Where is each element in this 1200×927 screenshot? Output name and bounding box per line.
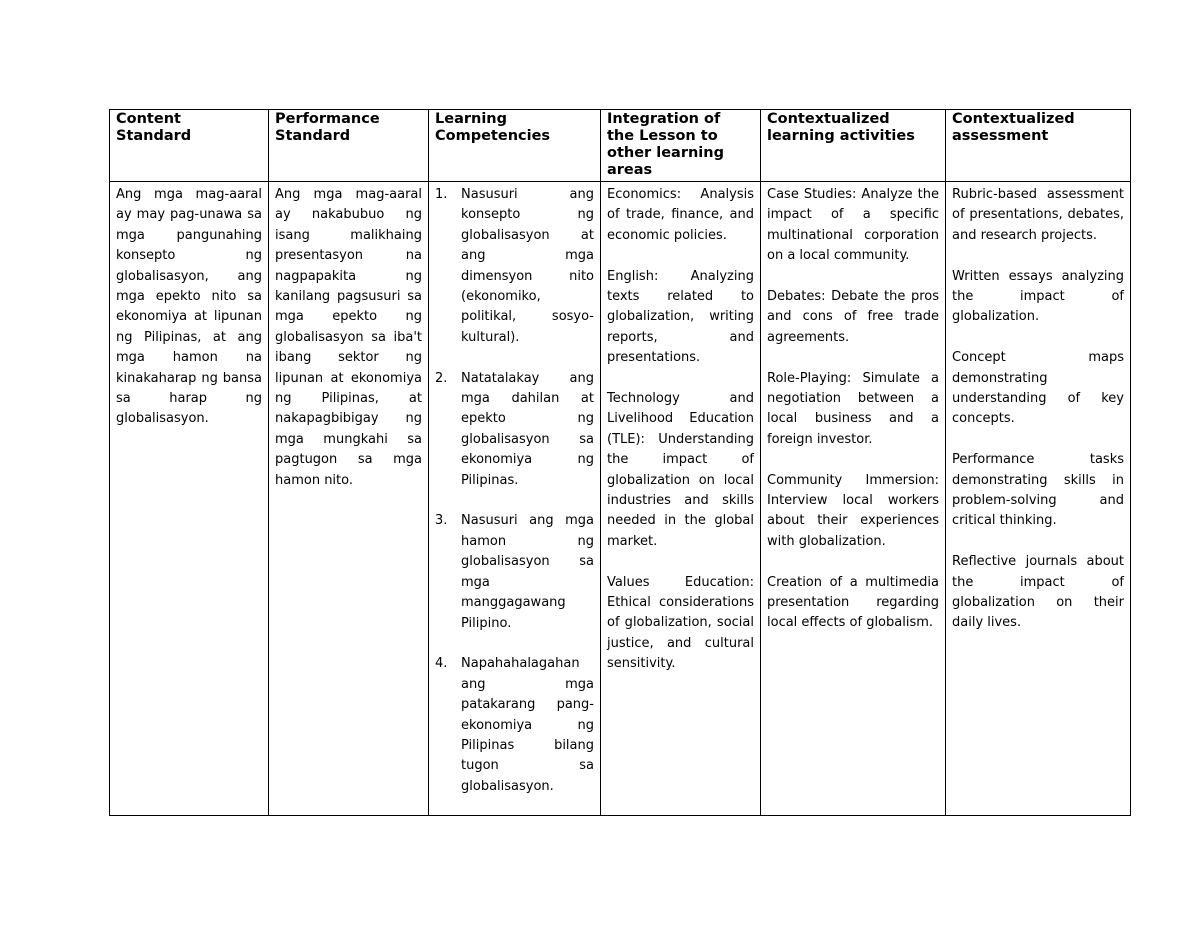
list-item: 1. Nasusuri ang konsepto ng globalisasyon at ang mga dimensyon nito (ekonomiko, politikal, sosyo-kultural). (435, 187, 594, 345)
integration-cell (601, 182, 761, 816)
list-item: 3. Nasusuri ang mga hamon ng globalisasyon sa mga manggagawang Pilipino. (435, 513, 594, 631)
competency-list (435, 185, 594, 797)
activity-debates: Debates: Debate the pros and cons of free trade agreements. (767, 289, 939, 345)
header-learning-competencies: Learning Competencies (429, 110, 601, 182)
assessment-concept-maps: Concept maps demonstrating understanding of key concepts. (952, 350, 1124, 427)
activity-case-studies: Case Studies: Analyze the impact of a specific multinational corporation on a local community. (767, 187, 939, 264)
integration-economics: Economics: Analysis of trade, finance, and economic policies. (607, 187, 754, 243)
integration-values: Values Education: Ethical considerations of globalization, social justice, and cultural sensitivity. (607, 574, 754, 672)
list-item: 2. Natatalakay ang mga dahilan at epekto ng globalisasyon sa ekonomiya ng Pilipinas. (435, 370, 594, 488)
performance-standard-text: Ang mga mag-aaral ay nakabubuo ng isang malikhaing presentasyon na nagpapakita ng kanilang pagsusuri sa mga epekto ng globalisasyon sa iba't ibang sektor ng lipunan at ekonomiya ng Pilipinas, at nakapagbibigay ng mga mungkahi sa pagtugon sa mga hamon nito. (275, 187, 422, 488)
header-integration: Integration of the Lesson to other learning areas (601, 110, 761, 182)
activity-community-immersion: Community Immersion: Interview local workers about their experiences with globalization. (767, 472, 939, 549)
header-assessment: Contextualized assessment (946, 110, 1131, 182)
activity-role-playing: Role-Playing: Simulate a negotiation between a local business and a foreign investor. (767, 370, 939, 447)
assessment-cell (946, 182, 1131, 816)
activity-multimedia: Creation of a multimedia presentation regarding local effects of globalism. (767, 574, 939, 631)
learning-activities-cell (761, 182, 946, 816)
content-standard-text: Ang mga mag-aaral ay may pag-unawa sa mga pangunahing konsepto ng globalisasyon, ang mga epekto nito sa ekonomiya at lipunan ng Pilipinas, at ang mga hamon na kinakaharap ng bansa sa harap ng globalisasyon. (116, 187, 262, 427)
assessment-essays: Written essays analyzing the impact of globalization. (952, 268, 1124, 325)
performance-standard-cell (269, 182, 429, 816)
list-item: 4. Napahahalagahan ang mga patakarang pang-ekonomiya ng Pilipinas bilang tugon sa globalisasyon. (435, 656, 594, 794)
assessment-performance-tasks: Performance tasks demonstrating skills in problem-solving and critical thinking. (952, 452, 1124, 529)
integration-tle: Technology and Livelihood Education (TLE): Understanding the impact of globalization on local industries and skills needed in the global market. (607, 391, 754, 549)
content-row (110, 182, 1131, 816)
header-performance-standard: Performance Standard (269, 110, 429, 182)
curriculum-table (109, 109, 1131, 816)
integration-english: English: Analyzing texts related to globalization, writing reports, and presentations. (607, 268, 754, 366)
assessment-rubric: Rubric-based assessment of presentations, debates, and research projects. (952, 187, 1124, 243)
header-learning-activities: Contextualized learning activities (761, 110, 946, 182)
header-content-standard: Content Standard (110, 110, 269, 182)
content-standard-cell (110, 182, 269, 816)
assessment-journals: Reflective journals about the impact of globalization on their daily lives. (952, 554, 1124, 631)
learning-competencies-cell (429, 182, 601, 816)
header-row (110, 110, 1131, 182)
